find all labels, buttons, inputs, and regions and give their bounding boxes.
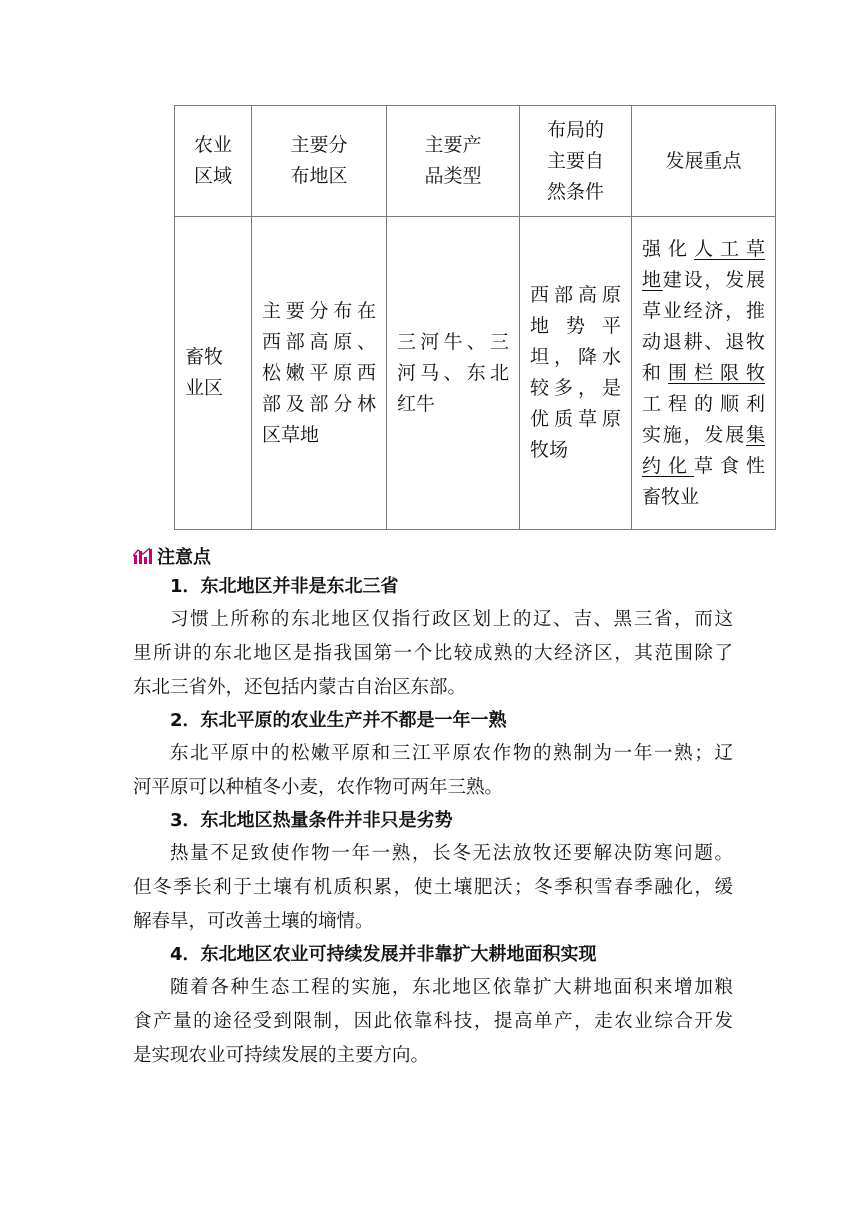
header-distribution: 主要分 布地区 <box>252 106 387 217</box>
header-products: 主要产 品类型 <box>387 106 520 217</box>
note-heading-4: 4．东北地区农业可持续发展并非靠扩大耕地面积实现 <box>170 944 597 965</box>
table-header-row <box>175 106 776 217</box>
cell-distribution: 主要分布在 西部高原、 松嫩平原西 部及部分林 区草地 <box>252 217 387 530</box>
note-paragraph-3: 热量不足致使作物一年一熟，长冬无法放牧还要解决防寒问题。 但冬季长利于土壤有机质积累，使土壤肥沃；冬季积雪春季融化，缓 解春旱，可改善土壤的墒情。 <box>133 843 733 932</box>
cell-conditions: 西部高原 地势平 坦，降水 较多，是 优质草原 牧场 <box>520 217 632 530</box>
notes-section <box>133 541 733 1073</box>
header-region: 农业 区域 <box>175 106 252 217</box>
table-row <box>175 217 776 530</box>
note-heading-3: 3．东北地区热量条件并非只是劣势 <box>170 810 453 831</box>
note-paragraph-4: 随着各种生态工程的实施，东北地区依靠扩大耕地面积来增加粮 食产量的途径受到限制，因此依靠科技，提高单产，走农业综合开发 是实现农业可持续发展的主要方向。 <box>133 977 733 1066</box>
header-focus: 发展重点 <box>632 106 776 217</box>
note-heading-2: 2．东北平原的农业生产并不都是一年一熟 <box>170 710 507 731</box>
note-paragraph-2: 东北平原中的松嫩平原和三江平原农作物的熟制为一年一熟；辽 河平原可以种植冬小麦，农作物可两年三熟。 <box>133 743 733 798</box>
note-heading-1: 1．东北地区并非是东北三省 <box>170 576 399 597</box>
agriculture-table <box>174 105 776 530</box>
bar-chart-icon <box>133 547 155 565</box>
header-conditions: 布局的 主要自 然条件 <box>520 106 632 217</box>
note-paragraph-1: 习惯上所称的东北地区仅指行政区划上的辽、吉、黑三省，而这 里所讲的东北地区是指我国第一个比较成熟的大经济区，其范围除了 东北三省外，还包括内蒙古自治区东部。 <box>133 609 733 698</box>
cell-focus: 强化人工草 地建设，发展 草业经济，推 动退耕、退牧 和围栏限牧 工程的顺利 实施，发展集 约化草食性 畜牧业 <box>632 217 776 530</box>
notes-heading <box>133 541 733 571</box>
cell-region: 畜牧 业区 <box>175 217 252 530</box>
cell-products: 三河牛、三 河马、东北 红牛 <box>387 217 520 530</box>
notes-title: 注意点 <box>157 547 211 568</box>
